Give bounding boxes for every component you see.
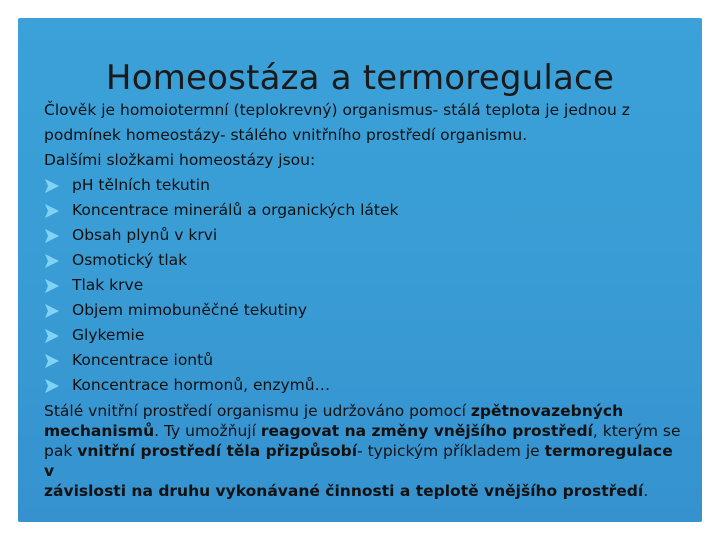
list-item — [44, 323, 684, 348]
bullet-text: Koncentrace iontů — [72, 351, 214, 369]
list-item — [44, 173, 684, 198]
closing-text-6: . — [643, 482, 649, 500]
bullet-list — [44, 173, 684, 398]
closing-bold-feedback: zpětnovazebných — [470, 402, 624, 420]
bullet-text: Glykemie — [72, 326, 145, 344]
intro-line-1: Člověk je homoiotermní (teplokrevný) organismus- stálá teplota je jednou z — [44, 101, 630, 119]
closing-text-3: , kterým se — [592, 422, 681, 440]
arrow-bullet-icon — [44, 203, 60, 219]
arrow-bullet-icon — [44, 278, 60, 294]
bullet-text: Koncentrace minerálů a organických látek — [72, 201, 399, 219]
list-item — [44, 273, 684, 298]
intro-line-2: podmínek homeostázy- stálého vnitřního prostředí organismu. — [44, 126, 528, 144]
list-item — [44, 348, 684, 373]
list-item — [44, 223, 684, 248]
list-item — [44, 198, 684, 223]
bullet-text: Koncentrace hormonů, enzymů… — [72, 376, 331, 394]
closing-bold-react: reagovat na změny vnějšího prostředí — [260, 422, 593, 440]
closing-text-1: Stálé vnitřní prostředí organismu je udržováno pomocí — [44, 402, 471, 420]
closing-text-4: pak — [44, 442, 78, 460]
slide-body — [44, 98, 684, 501]
closing-paragraph — [44, 401, 684, 501]
components-heading: Dalšími složkami homeostázy jsou: — [44, 151, 316, 169]
intro-paragraph — [44, 98, 684, 148]
closing-bold-thermo: termoregulace v — [44, 442, 673, 480]
bullet-text: Obsah plynů v krvi — [72, 226, 218, 244]
list-item — [44, 248, 684, 273]
arrow-bullet-icon — [44, 328, 60, 344]
closing-bold-mechanisms: mechanismů — [44, 422, 155, 440]
arrow-bullet-icon — [44, 253, 60, 269]
closing-bold-dependence: závislosti na druhu vykonávané činnosti a teplotě vnějšího prostředí — [44, 482, 644, 500]
closing-text-2: . Ty umožňují — [154, 422, 261, 440]
closing-bold-adapt: vnitřní prostředí těla přizpůsobí — [77, 442, 358, 460]
arrow-bullet-icon — [44, 228, 60, 244]
arrow-bullet-icon — [44, 353, 60, 369]
list-item — [44, 373, 684, 398]
arrow-bullet-icon — [44, 303, 60, 319]
bullet-text: Objem mimobuněčné tekutiny — [72, 301, 308, 319]
slide-title: Homeostáza a termoregulace — [105, 58, 615, 98]
bullet-text: Tlak krve — [72, 276, 144, 294]
arrow-bullet-icon — [44, 178, 60, 194]
bullet-text: pH tělních tekutin — [72, 176, 210, 194]
list-item — [44, 298, 684, 323]
arrow-bullet-icon — [44, 378, 60, 394]
bullet-text: Osmotický tlak — [72, 251, 188, 269]
closing-text-5: - typickým příkladem je — [357, 442, 545, 460]
